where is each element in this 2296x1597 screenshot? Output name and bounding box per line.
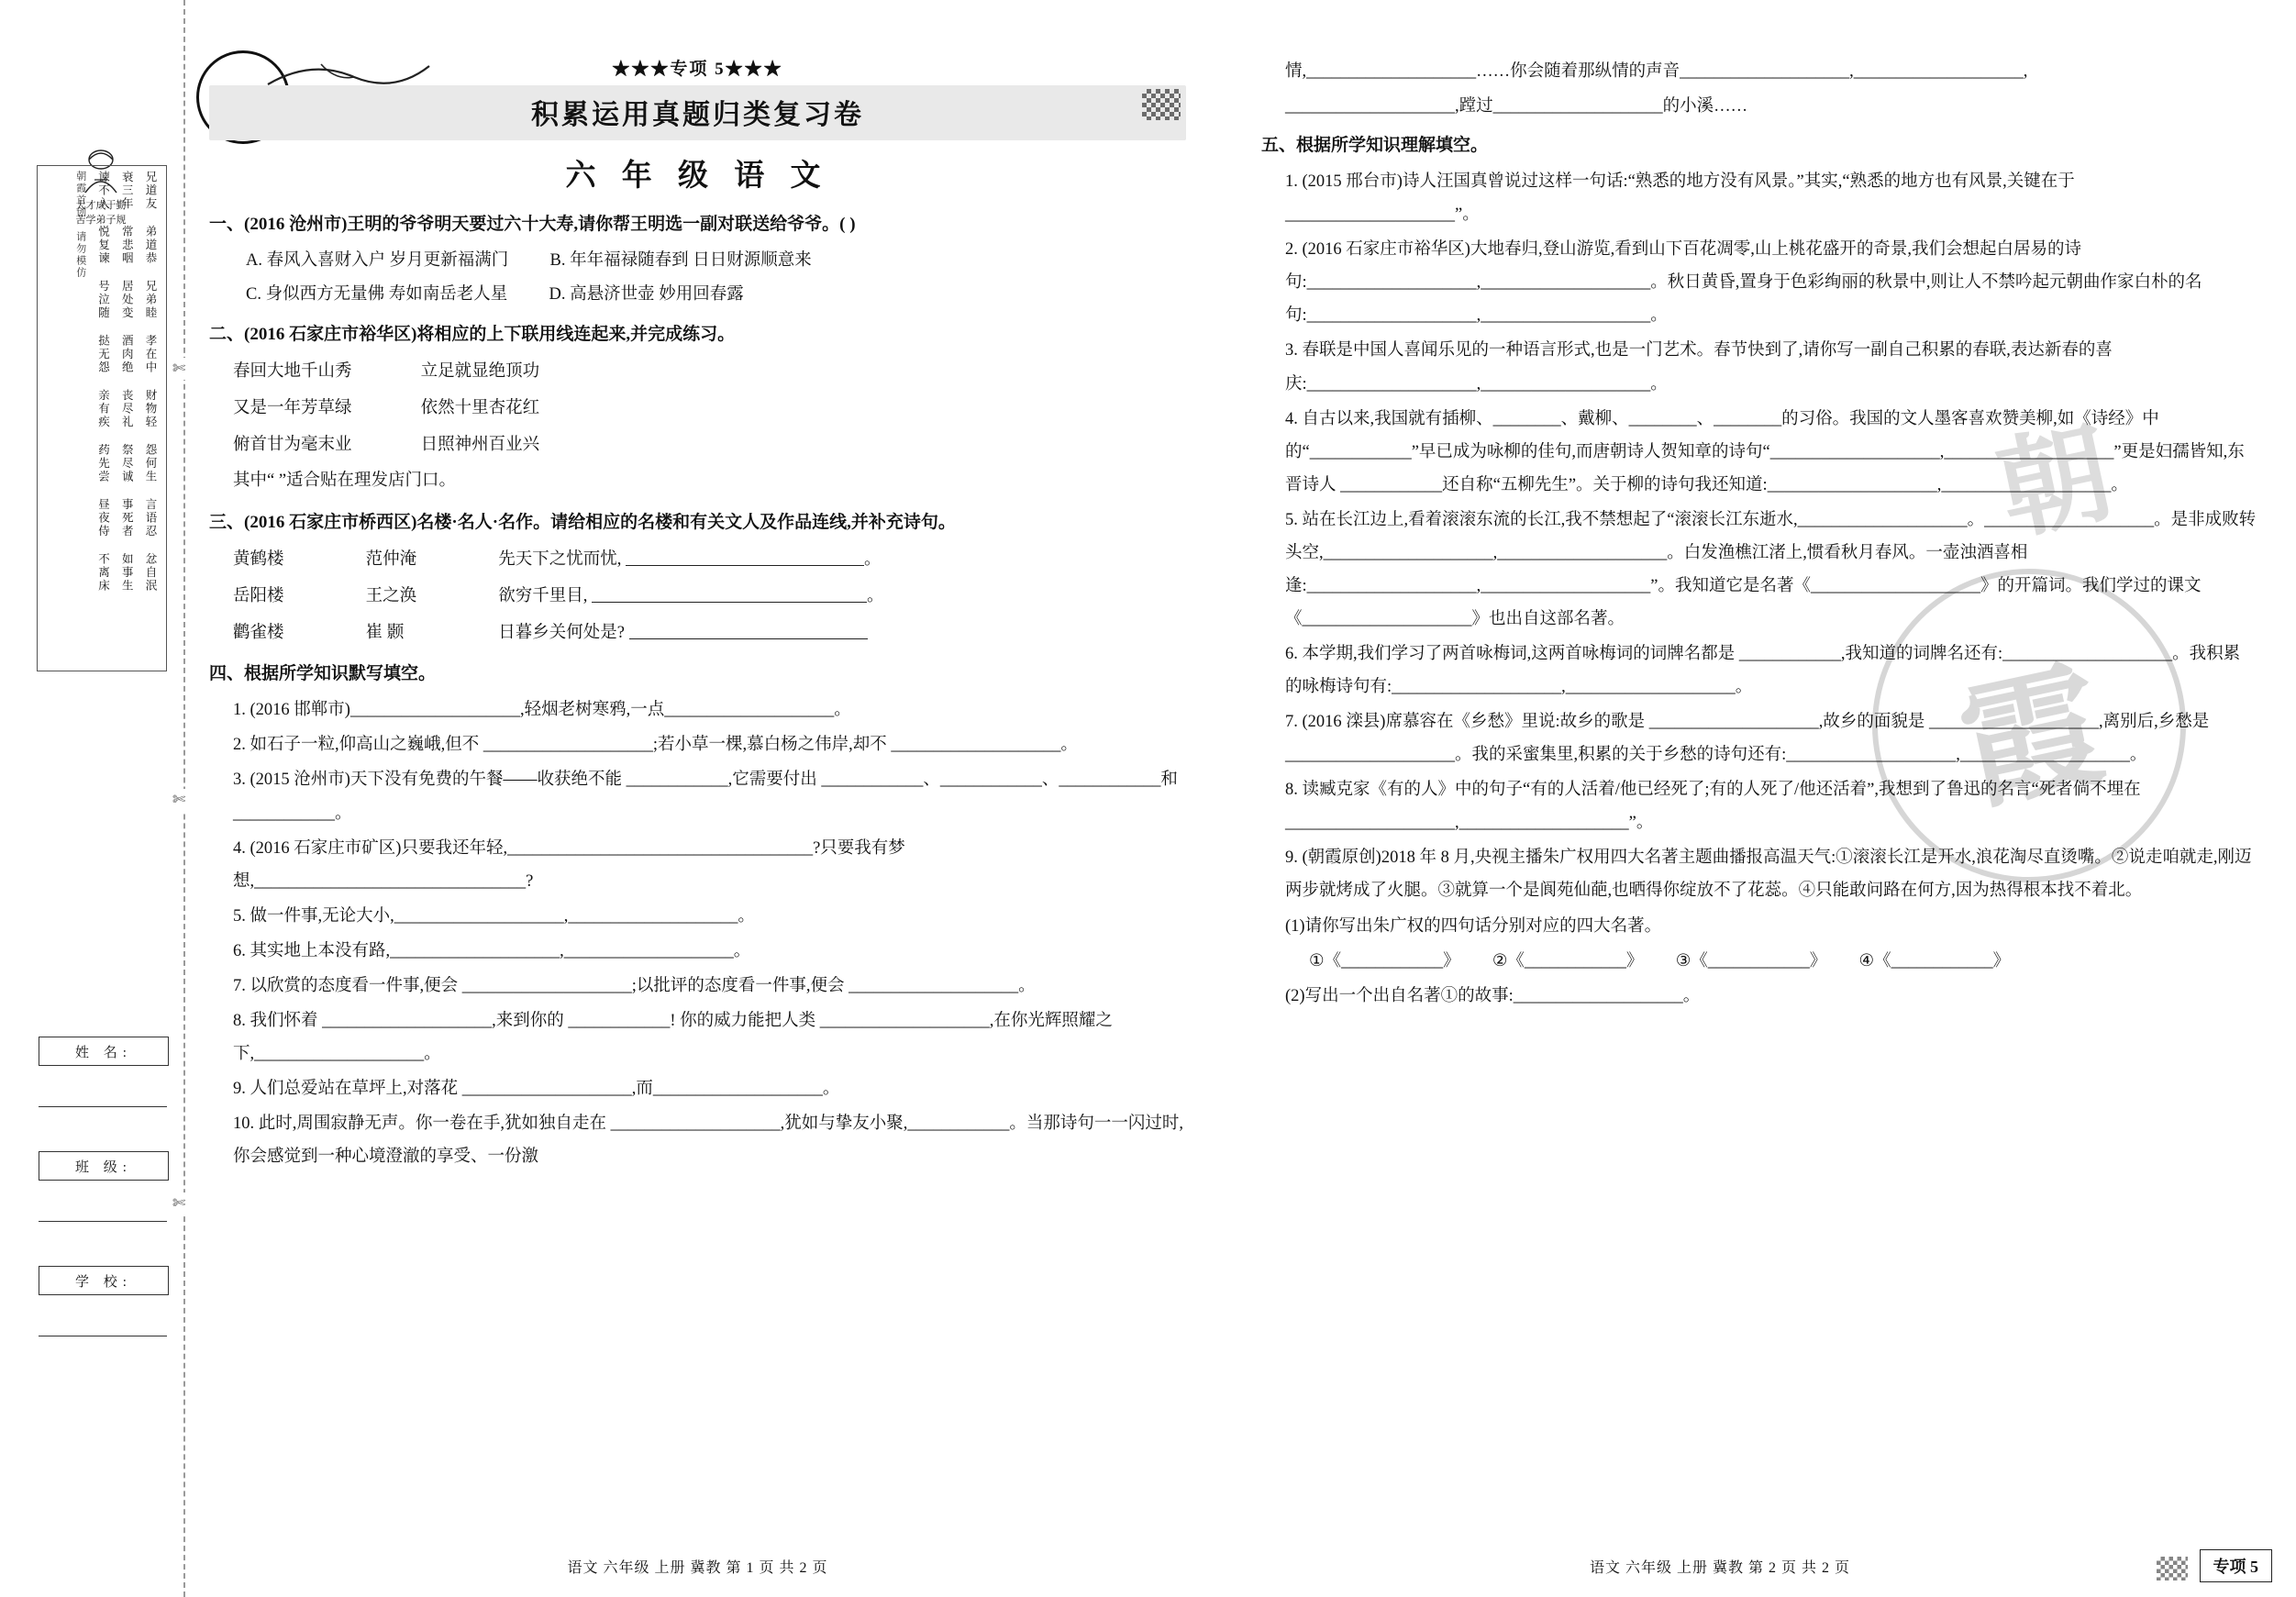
q3-tower-2[interactable]: 岳阳楼 (233, 586, 284, 605)
dizigui-couplet-box (37, 165, 167, 671)
page-banner-title (209, 85, 1186, 140)
q4-item-2[interactable]: 2. 如石子一粒,仰高山之巍峨,但不 ____________________;若小草一棵,慕白杨之伟岸,却不 ____________________。 (233, 736, 1078, 755)
q3-row-2[interactable]: 岳阳楼 王之涣 欲穷千里目, 。 (233, 579, 1186, 616)
q5-item-9[interactable]: 9. (朝霞原创)2018 年 8 月,央视主播朱广权用四大名著主题曲播报高温天气:①滚滚长江是开水,浪花淘尽直烫嘴。②说走咱就走,刚迈两步就烤成了火腿。③就算一个是阆苑仙葩,也晒得你绽放不了花蕊。④只能敢问路在何方,因为热得根本找不着北。 (1285, 848, 2252, 901)
q3-verse-1: 先天下之忧而忧, (498, 550, 622, 570)
left-page-footer: 语文 六年级 上册 冀教 第 1 页 共 2 页 (567, 1560, 828, 1576)
school-field-label: 学 校: (39, 1266, 169, 1295)
q5-sub1-item-2[interactable]: ②《____________》 (1492, 951, 1644, 970)
page-stars-title: ★★★专项 5★★★ (612, 60, 783, 79)
q2-pair-row-2[interactable] (233, 391, 1186, 427)
q3-person-3[interactable]: 崔 颢 (365, 623, 405, 642)
q2-right-2[interactable]: 依然十里杏花红 (420, 398, 540, 417)
q3-verse-3: 日暮乡关何处是? (498, 623, 625, 642)
scissors-icon-mid: ✄ (172, 789, 185, 811)
q2-left-2[interactable]: 又是一年芳草绿 (233, 398, 352, 417)
right-page-footer: 语文 六年级 上册 冀教 第 2 页 共 2 页 (1589, 1560, 1850, 1576)
q5-sub1-blanks[interactable] (1261, 945, 2257, 978)
q5-sub2[interactable]: (2)写出一个出自名著①的故事:____________________。 (1285, 986, 1701, 1005)
q1-option-a[interactable]: A. 春风入喜财入户 岁月更新福满门 (246, 251, 509, 270)
q4-item-5[interactable]: 5. 做一件事,无论大小,____________________,____________________。 (233, 906, 755, 926)
q5-sub1-label: (1)请你写出朱广权的四句话分别对应的四大名著。 (1285, 916, 1662, 936)
q3-row-1[interactable]: 黄鹤楼 范仲淹 先天下之忧而忧, 。 (233, 542, 1186, 579)
question-4-stem: 四、根据所学知识默写填空。 (209, 664, 437, 684)
q5-sub1-item-1[interactable]: ①《____________》 (1309, 951, 1460, 970)
q5-sub1-item-4[interactable]: ④《____________》 (1858, 951, 2011, 970)
watermark-seal: 霞 (1843, 539, 2215, 912)
q5-item-4[interactable]: 4. 自古以来,我国就有插柳、________、戴柳、________、________的习俗。我国的文人墨客喜欢赞美柳,如《诗经》中的“____________”早已成为咏柳的佳句,而唐朝诗人贺知章的诗句“____________________,____________________”更是妇孺皆知,东晋诗人 ____________还自称“五柳先生”。关于柳的诗句我还知道:____________________,____________________。 (1285, 409, 2245, 494)
q3-answer-blank-2[interactable] (592, 584, 867, 603)
q5-item-6[interactable]: 6. 本学期,我们学习了两首咏梅词,这两首咏梅词的词牌名都是 ____________,我知道的词牌名还有:____________________。我积累的咏梅诗句有:____________________,____________________。 (1285, 645, 2241, 697)
q3-person-2[interactable]: 王之涣 (365, 586, 417, 605)
banner-checker-decoration (1142, 89, 1181, 120)
banner-text: 积累运用真题归类复习卷 (531, 100, 864, 130)
q4-item-10[interactable]: 10. 此时,周围寂静无声。你一卷在手,犹如独自走在 ____________________,犹如与挚友小聚,____________。当那诗句一一闪过时,你会感觉到一种心境澄澈的享受、一份激 (233, 1115, 1184, 1167)
q3-tower-3[interactable]: 鹳雀楼 (233, 623, 284, 642)
mascot-line-2: 苦学弟子规 (75, 214, 127, 226)
q5-item-5[interactable]: 5. 站在长江边上,看着滚滚东流的长江,我不禁想起了“滚滚长江东逝水,____________________。____________________。是非成败转头空,____________________,____________________。白发渔樵江渚上,惯看秋月春风。一壶浊酒喜相逢:____________________,____________________”。我知道它是名著《____________________》的开篇词。我们学过的课文《____________________》也出自这部名著。 (1285, 510, 2257, 628)
watermark-text: 朝 (1988, 411, 2122, 554)
q2-left-1[interactable]: 春回大地千山秀 (233, 362, 352, 381)
corner-checker-decoration (2157, 1557, 2188, 1580)
couplet-col-1: 兄道友 弟道恭 兄弟睦 孝在中 财物轻 怨何生 言语忍 忿自泯 (144, 171, 157, 593)
q3-tower-1[interactable]: 黄鹤楼 (233, 550, 284, 570)
couplet-col-3: 谏不入 悦复谏 号泣随 挞无怨 亲有疾 药先尝 昼夜侍 不离床 (96, 171, 110, 593)
question-2-pairs (209, 354, 1186, 500)
q1-option-b[interactable]: B. 年年福禄随春到 日日财源顺意来 (549, 251, 812, 270)
question-2-stem: 二、(2016 石家庄市裕华区)将相应的上下联用线连起来,并完成练习。 (209, 325, 736, 344)
q4-item-6[interactable]: 6. 其实地上本没有路,____________________,____________________。 (233, 941, 751, 960)
q3-row-3[interactable] (233, 616, 1186, 652)
mascot-line-1: 大才成于勤 (75, 200, 127, 212)
q4-item-3[interactable]: 3. (2015 沧州市)天下没有免费的午餐——收获绝不能 ____________,它需要付出 ____________、____________、____________和____________。 (233, 771, 1178, 823)
question-3-rows (209, 542, 1186, 651)
scissors-icon-top: ✄ (172, 358, 185, 380)
question-5-stem: 五、根据所学知识理解填空。 (1261, 136, 1489, 156)
page-grade-title: 六 年 级 语 文 (565, 160, 830, 193)
name-field-label: 姓 名: (39, 1037, 169, 1066)
q2-pair-row-1[interactable] (233, 354, 1186, 391)
class-field-line[interactable] (39, 1220, 167, 1222)
q4-item-4[interactable]: 4. (2016 石家庄市矿区)只要我还年轻,____________________________________?只要我有梦想,________________________________? (233, 838, 905, 891)
couplet-col-2: 衰三年 常悲咽 居处变 酒肉绝 丧尽礼 祭尽诚 事死者 如事生 (120, 171, 134, 593)
q2-right-1[interactable]: 立足就显绝顶功 (420, 362, 540, 381)
q3-answer-blank-3[interactable] (629, 621, 868, 639)
question-1-options (209, 244, 1186, 312)
q1-option-c-d[interactable] (246, 278, 1186, 312)
q3-answer-blank-1[interactable] (626, 549, 864, 567)
right-page-column (1261, 55, 2257, 1015)
q2-right-3[interactable]: 日照神州百业兴 (420, 435, 540, 454)
question-3-stem: 三、(2016 石家庄市桥西区)名楼·名人·名作。请给相应的名楼和有关文人及作品连线,并补充诗句。 (209, 513, 956, 533)
q4-item-7[interactable]: 7. 以欣赏的态度看一件事,便会 ____________________;以批评的态度看一件事,便会 ____________________。 (233, 976, 1036, 995)
q1-option-c[interactable]: C. 身似西方无量佛 寿如南岳老人星 (246, 285, 508, 304)
q4-item-9[interactable]: 9. 人们总爱站在草坪上,对落花 ____________________,而____________________。 (233, 1080, 840, 1099)
q1-option-a-b[interactable] (246, 244, 1186, 278)
q2-pair-row-3[interactable] (233, 427, 1186, 464)
left-page-column (209, 55, 1186, 1175)
class-field-label: 班 级: (39, 1151, 169, 1181)
q4-item-8[interactable]: 8. 我们怀着 ____________________,来到你的 ____________! 你的威力能把人类 ____________________,在你光辉照耀之下,____________________。 (233, 1011, 1113, 1063)
right-continuation-2[interactable]: ____________________,蹚过____________________的小溪…… (1285, 97, 1748, 116)
spine-panel (0, 0, 188, 1597)
q2-left-3[interactable]: 俯首甘为毫末业 (233, 435, 352, 454)
couplet-col-4: 朝霞首创 请勿模仿 (74, 171, 86, 279)
q5-item-2[interactable]: 2. (2016 石家庄市裕华区)大地春归,登山游览,看到山下百花凋零,山上桃花盛开的奇景,我们会想起白居易的诗句:____________________,____________________。秋日黄昏,置身于色彩绚丽的秋景中,则让人不禁吟起元朝曲作家白朴的名句:____________________,____________________。 (1285, 240, 2202, 326)
right-continuation-1[interactable]: 情,____________________……你会随着那纵情的声音____________________,____________________, (1285, 62, 2028, 81)
q5-item-1[interactable]: 1. (2015 邢台市)诗人汪国真曾说过这样一句话:“熟悉的地方没有风景。”其实,“熟悉的地方也有风景,关键在于 ____________________”。 (1285, 172, 2075, 225)
question-1-stem: 一、(2016 沧州市)王明的爷爷明天要过六十大寿,请你帮王明选一副对联送给爷爷。( ) (209, 215, 856, 234)
corner-section-tag: 专项 5 (2200, 1549, 2273, 1582)
q3-person-1[interactable]: 范仲淹 (365, 550, 417, 570)
q5-item-8[interactable]: 8. 读臧克家《有的人》中的句子“有的人活着/他已经死了;有的人死了/他还活着”,我想到了鲁迅的名言“死者倘不埋在 ____________________,____________________”。 (1285, 781, 2141, 833)
q5-sub1-item-3[interactable]: ③《____________》 (1675, 951, 1827, 970)
q5-item-3[interactable]: 3. 春联是中国人喜闻乐见的一种语言形式,也是一门艺术。春节快到了,请你写一副自己积累的春联,表达新春的喜庆:____________________,____________________。 (1285, 341, 2113, 394)
school-field-line[interactable] (39, 1335, 167, 1336)
q5-item-7[interactable]: 7. (2016 滦县)席慕容在《乡愁》里说:故乡的歌是 ____________________,故乡的面貌是 ____________________,离别后,乡愁是 ____________________。我的采蜜集里,积累的关于乡愁的诗句还有:____________________,____________________。 (1285, 713, 2210, 765)
q2-fill-line[interactable]: 其中“ ”适合贴在理发店门口。 (233, 471, 457, 491)
scissors-icon-bottom: ✄ (172, 1192, 185, 1214)
q3-verse-2: 欲穷千里目, (498, 586, 588, 605)
q1-option-d[interactable]: D. 高悬济世壶 妙用回春露 (549, 285, 744, 304)
q4-item-1[interactable]: 1. (2016 邯郸市)____________________,轻烟老树寒鸦,一点____________________。 (233, 701, 851, 720)
name-field-line[interactable] (39, 1105, 167, 1107)
